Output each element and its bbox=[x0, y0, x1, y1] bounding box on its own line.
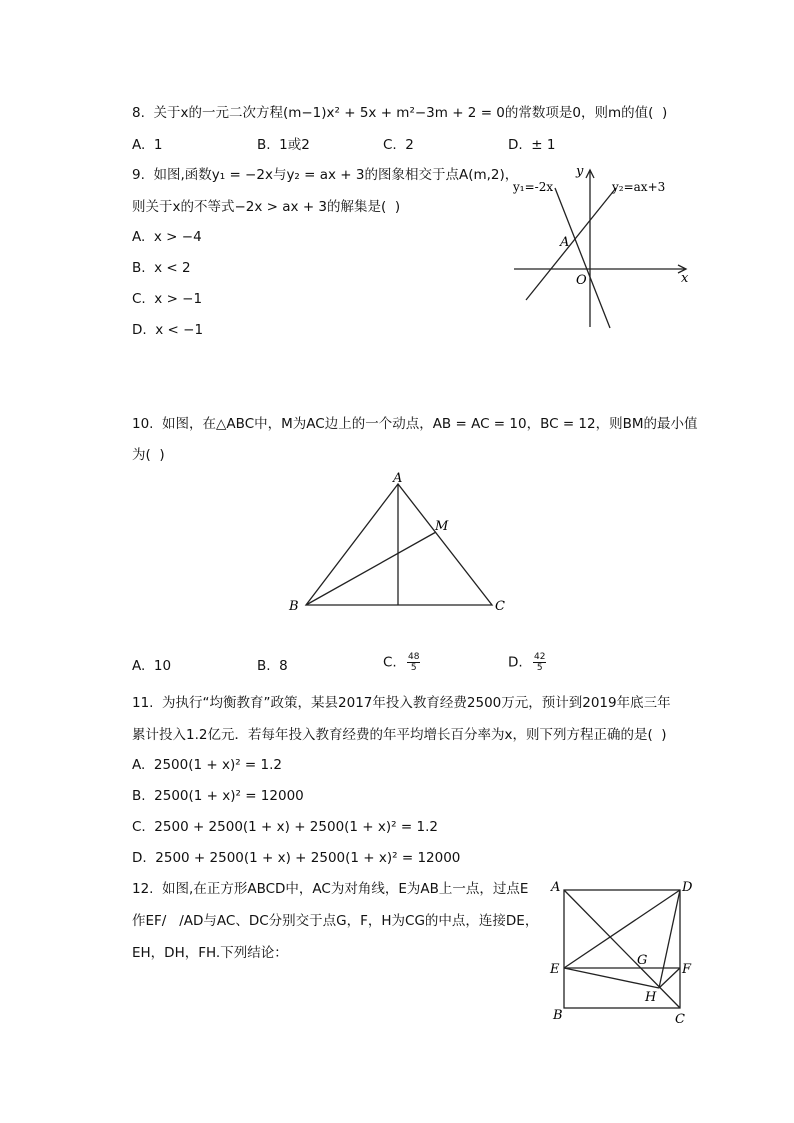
q10-option-d-fraction bbox=[533, 652, 546, 673]
q10-option-c-fraction bbox=[407, 652, 420, 673]
q9-option-a: A. x > −4 bbox=[132, 229, 202, 245]
q12-square-figure bbox=[545, 875, 705, 1030]
q9-figure bbox=[500, 160, 700, 335]
q10-option-b: B. 8 bbox=[257, 658, 288, 674]
q10-stem-line1: 10. 如图，在△ABC中，M为AC边上的一个动点，AB = AC = 10，BC = 12，则BM的最小值 bbox=[132, 416, 698, 432]
q9-line-y2 bbox=[526, 188, 616, 300]
q10-label-b: B bbox=[289, 599, 299, 614]
q10-option-c-denominator: 5 bbox=[410, 663, 417, 673]
q9-axis-y-label: y bbox=[576, 164, 584, 179]
q9-option-c: C. x > −1 bbox=[132, 291, 203, 307]
q10-triangle-figure bbox=[280, 468, 520, 628]
q12-segment-de bbox=[564, 890, 680, 968]
q12-label-c: C bbox=[675, 1012, 685, 1027]
q9-option-d: D. x < −1 bbox=[132, 322, 204, 338]
q8-option-c: C. 2 bbox=[383, 137, 414, 153]
q10-triangle bbox=[306, 484, 492, 605]
q10-option-c-numerator: 48 bbox=[408, 652, 420, 662]
q9-point-a-label: A bbox=[560, 235, 570, 250]
q10-segment-bm bbox=[306, 532, 436, 605]
q9-origin-label: O bbox=[576, 273, 587, 288]
q12-segment-eh bbox=[564, 968, 659, 988]
q9-stem-line1: 9. 如图,函数y₁ = −2x与y₂ = ax + 3的图象相交于点A(m,2)， bbox=[132, 167, 519, 183]
q11-option-c: C. 2500 + 2500(1 + x) + 2500(1 + x)² = 1.2 bbox=[132, 819, 438, 835]
q9-line-y1 bbox=[555, 188, 610, 328]
q9-label-y2: y₂=ax+3 bbox=[612, 180, 666, 194]
q9-label-y1: y₁=-2x bbox=[513, 180, 554, 194]
q10-option-c-prefix: C. bbox=[383, 654, 397, 671]
q11-stem-line2: 累计投入1.2亿元．若每年投入教育经费的年平均增长百分率为x，则下列方程正确的是( ) bbox=[132, 727, 667, 743]
q8-option-d: D. ± 1 bbox=[508, 137, 556, 153]
q12-label-h: H bbox=[645, 990, 657, 1005]
q12-stem-line3: EH，DH，FH.下列结论： bbox=[132, 945, 288, 961]
q10-stem-line2: 为( ) bbox=[132, 447, 165, 463]
q10-label-a: A bbox=[393, 471, 403, 486]
q11-stem-line1: 11. 为执行“均衡教育”政策，某县2017年投入教育经费2500万元，预计到2019年底三年 bbox=[132, 695, 671, 711]
q9-axis-x-label: x bbox=[681, 271, 689, 286]
q12-stem-line2: 作EF/ /AD与AC、DC分别交于点G，F，H为CG的中点，连接DE， bbox=[132, 913, 539, 929]
q9-stem-line2: 则关于x的不等式−2x > ax + 3的解集是( ) bbox=[132, 199, 401, 215]
q12-diagonal-ac bbox=[564, 890, 680, 1008]
q10-option-c bbox=[383, 652, 420, 673]
q11-option-b: B. 2500(1 + x)² = 12000 bbox=[132, 788, 304, 804]
q12-stem-line1: 12. 如图,在正方形ABCD中，AC为对角线，E为AB上一点，过点E bbox=[132, 881, 529, 897]
q12-label-a: A bbox=[551, 880, 561, 895]
q10-option-d-numerator: 42 bbox=[533, 652, 546, 662]
q9-option-b: B. x < 2 bbox=[132, 260, 191, 276]
q10-label-m: M bbox=[435, 519, 449, 534]
q11-option-d: D. 2500 + 2500(1 + x) + 2500(1 + x)² = 12000 bbox=[132, 850, 461, 866]
q12-segment-dh bbox=[659, 890, 680, 988]
q12-label-e: E bbox=[550, 962, 560, 977]
q10-option-a: A. 10 bbox=[132, 658, 172, 674]
q10-option-d bbox=[508, 652, 546, 673]
q8-option-b: B. 1或2 bbox=[257, 137, 310, 153]
q8-stem: 8. 关于x的一元二次方程(m−1)x² + 5x + m²−3m + 2 = 0的常数项是0，则m的值( ) bbox=[132, 105, 668, 121]
q12-label-g: G bbox=[637, 953, 648, 968]
q8-option-a: A. 1 bbox=[132, 137, 163, 153]
q12-label-b: B bbox=[553, 1008, 563, 1023]
q10-label-c: C bbox=[495, 599, 505, 614]
q12-label-f: F bbox=[682, 962, 692, 977]
q12-label-d: D bbox=[682, 880, 693, 895]
q10-option-d-denominator: 5 bbox=[536, 663, 543, 673]
q10-option-d-prefix: D. bbox=[508, 654, 523, 671]
q11-option-a: A. 2500(1 + x)² = 1.2 bbox=[132, 757, 283, 773]
